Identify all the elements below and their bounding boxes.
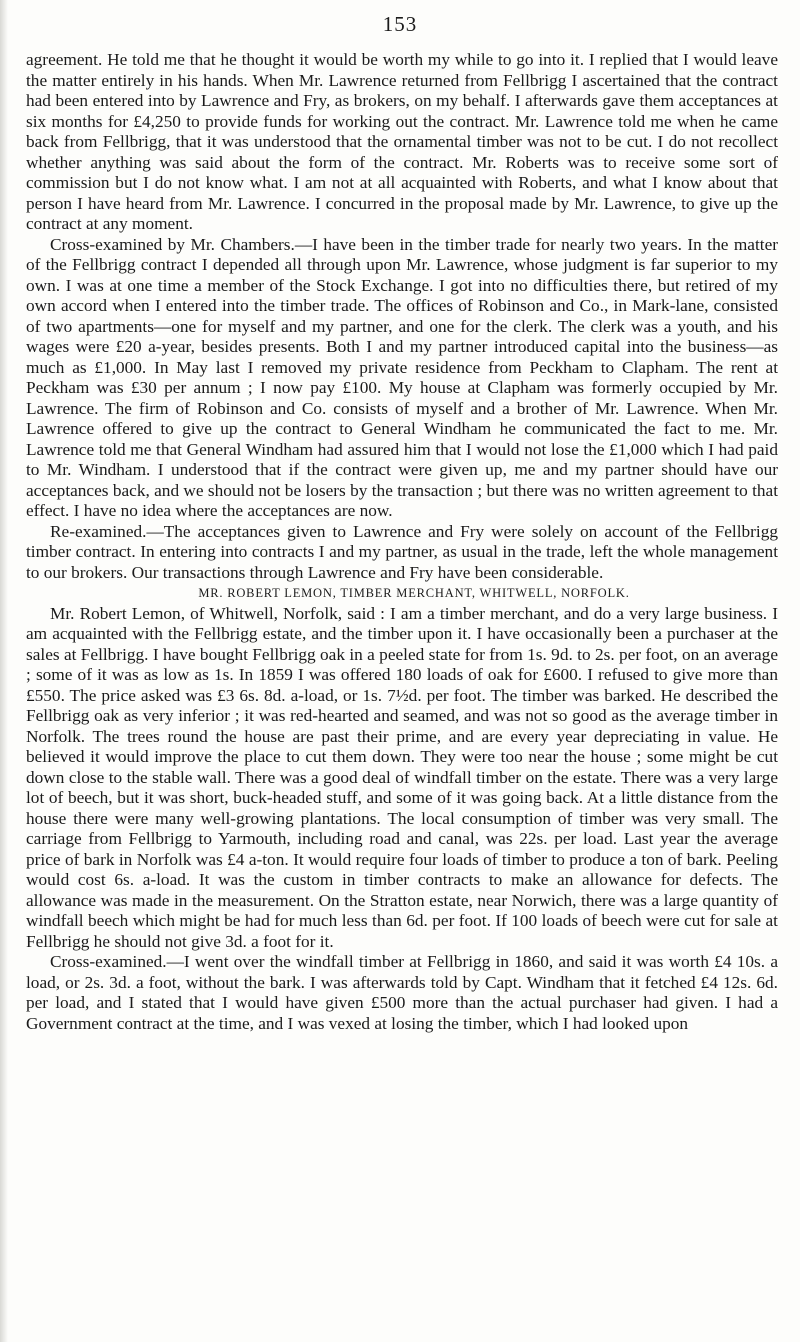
paragraph-robert-lemon: Mr. Robert Lemon, of Whitwell, Norfolk, said : I am a timber merchant, and do a very large business. I am acquainted with the Fellbrigg estate, and the timber upon it. I have occasionally been a purchaser at the sales at Fellbrigg. I have bought Fellbrigg oak in a peeled state for from 1s. 9d. to 2s. per foot, on an average ; some of it was as low as 1s. In 1859 I was offered 180 loads of oak for £600. I refused to give more than £550. The price asked was £3 6s. 8d. a-load, or 1s. 7½d. per foot. The timber was barked. He described the Fellbrigg oak as very inferior ; it was red-hearted and seamed, and was not so good as the average timber in Norfolk. The trees round the house are past their prime, and are every year depreciating in value. He believed it would improve the place to cut them down. They were too near the house ; some might be cut down close to the stable wall. There was a good deal of windfall timber on the estate. There was a very large lot of beech, but it was short, buck-headed stuff, and some of it was going back. At a little distance from the house there were many well-growing plantations. The local consumption of timber was very small. The carriage from Fellbrigg to Yarmouth, including road and canal, was 22s. per load. Last year the average price of bark in Norfolk was £4 a-ton. It would require four loads of timber to produce a ton of bark. Peeling would cost 6s. a-load. It was the custom in timber contracts to make an allowance for defects. The allowance was made in the measurement. On the Stratton estate, near Norwich, there was a large quantity of windfall beech which might be had for much less than 6d. per foot. If 100 loads of beech were cut for sale at Fellbrigg he should not give 3d. a foot for it. — [26, 603, 778, 951]
paragraph-re-examined: Re-examined.—The acceptances given to Lawrence and Fry were solely on account of the Fellbrigg timber contract. In entering into contracts I and my partner, as usual in the trade, left the whole management to our brokers. Our transactions through Lawrence and Fry have been considerable. — [26, 521, 778, 582]
paragraph-cross-examined-chambers: Cross-examined by Mr. Chambers.—I have been in the timber trade for nearly two years. In the matter of the Fellbrigg contract I depended all through upon Mr. Lawrence, whose judgment is far superior to my own. I was at one time a member of the Stock Exchange. I got into no difficulties there, but retired of my own accord when I entered into the timber trade. The offices of Robinson and Co., in Mark-lane, consisted of two apartments—one for myself and my partner, and one for the clerk. The clerk was a youth, and his wages were £20 a-year, besides presents. Both I and my partner introduced capital into the business—as much as £1,000. In May last I removed my private residence from Peckham to Clapham. The rent at Peckham was £30 per annum ; I now pay £100. My house at Clapham was formerly occupied by Mr. Lawrence. The firm of Robinson and Co. consists of myself and a brother of Mr. Lawrence. When Mr. Lawrence offered to give up the contract to General Windham he communicated the fact to me. Mr. Lawrence told me that General Windham had assured him that I would not lose the £1,000 which I had paid to Mr. Windham. I understood that if the contract were given up, me and my partner should have our acceptances back, and we should not be losers by the transaction ; but there was no written agreement to that effect. I have no idea where the acceptances are now. — [26, 234, 778, 520]
page-number: 153 — [382, 12, 418, 36]
paragraph-cross-examined-lemon: Cross-examined.—I went over the windfall timber at Fellbrigg in 1860, and said it was worth £4 10s. a load, or 2s. 3d. a foot, without the bark. I was afterwards told by Capt. Windham that it fetched £4 12s. 6d. per load, and I stated that I would have given £500 more than the actual purchaser had given. I had a Government contract at the time, and I was vexed at losing the timber, which I had looked upon — [26, 952, 778, 1033]
section-heading: MR. ROBERT LEMON, TIMBER MERCHANT, WHITWELL, NORFOLK. — [198, 586, 630, 600]
paragraph-agreement: agreement. He told me that he thought it would be worth my while to go into it. I replied that I would leave the matter entirely in his hands. When Mr. Lawrence returned from Fellbrigg I ascertained that the contract had been entered into by Lawrence and Fry, as brokers, on my behalf. I afterwards gave them acceptances at six months for £4,250 to provide funds for working out the contract. Mr. Lawrence told me when he came back from Fellbrigg, that it was understood that the ornamental timber was not to be cut. I do not recollect whether anything was said about the form of the contract. Mr. Roberts was to receive some sort of commission but I do not know what. I am not at all acquainted with Roberts, and what I know about that person I have heard from Mr. Lawrence. I concurred in the proposal made by Mr. Lawrence, to give up the contract at any moment. — [26, 50, 778, 233]
body-text — [26, 50, 778, 1034]
binding-shadow — [0, 0, 8, 1342]
